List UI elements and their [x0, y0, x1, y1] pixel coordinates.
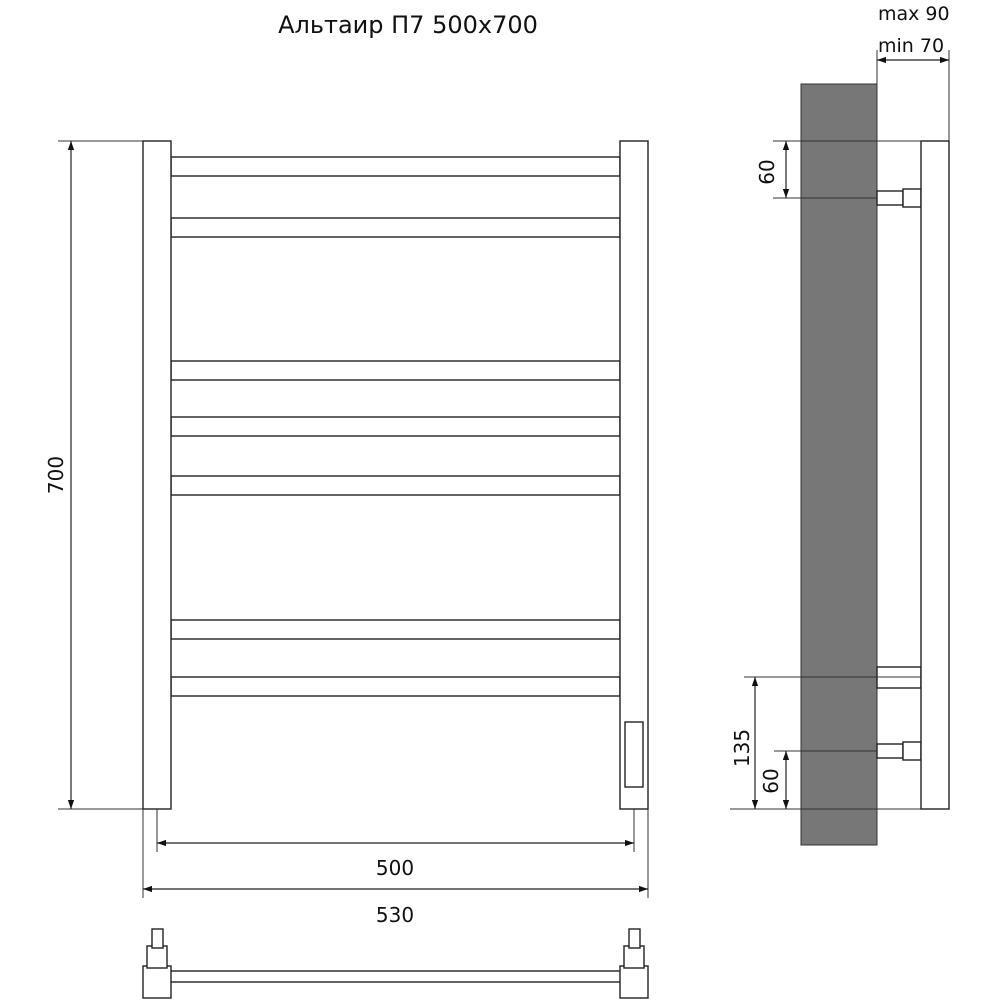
- top-rung: [165, 971, 627, 982]
- depth-max-label: max 90: [878, 3, 950, 25]
- outer-width-label: 530: [375, 903, 415, 927]
- top-right-shoulder: [624, 946, 644, 968]
- rung: [171, 218, 620, 237]
- inner-width-label: 500: [375, 856, 415, 880]
- bottom-inner-label: 60: [759, 768, 783, 794]
- top-left-fitting: [152, 929, 163, 948]
- top-right-fitting: [629, 929, 640, 948]
- rung: [171, 476, 620, 495]
- depth-min-label: min 70: [878, 35, 945, 57]
- rung: [171, 361, 620, 380]
- side-view: [730, 3, 950, 845]
- right-rail: [620, 141, 648, 809]
- rung: [171, 677, 620, 696]
- rung: [171, 620, 620, 639]
- bottom-bracket: [877, 744, 903, 758]
- top-left-shoulder: [147, 946, 167, 968]
- top-left-body: [143, 966, 171, 998]
- top-bracket: [877, 191, 903, 205]
- rung: [171, 417, 620, 436]
- rung: [171, 157, 620, 176]
- height-label: 700: [44, 455, 68, 495]
- front-view: [44, 141, 648, 927]
- top-right-body: [620, 966, 648, 998]
- bottom-outer-label: 135: [730, 728, 754, 768]
- rungs: [171, 157, 620, 696]
- diagram-title: Альтаир П7 500х700: [278, 11, 538, 39]
- left-rail: [143, 141, 171, 809]
- top-view: [143, 929, 648, 998]
- top-bracket-nut: [903, 189, 921, 207]
- side-rail: [921, 141, 949, 809]
- top-offset-label: 60: [755, 159, 779, 185]
- bottom-bracket-nut: [903, 742, 921, 760]
- switch-box: [625, 722, 643, 787]
